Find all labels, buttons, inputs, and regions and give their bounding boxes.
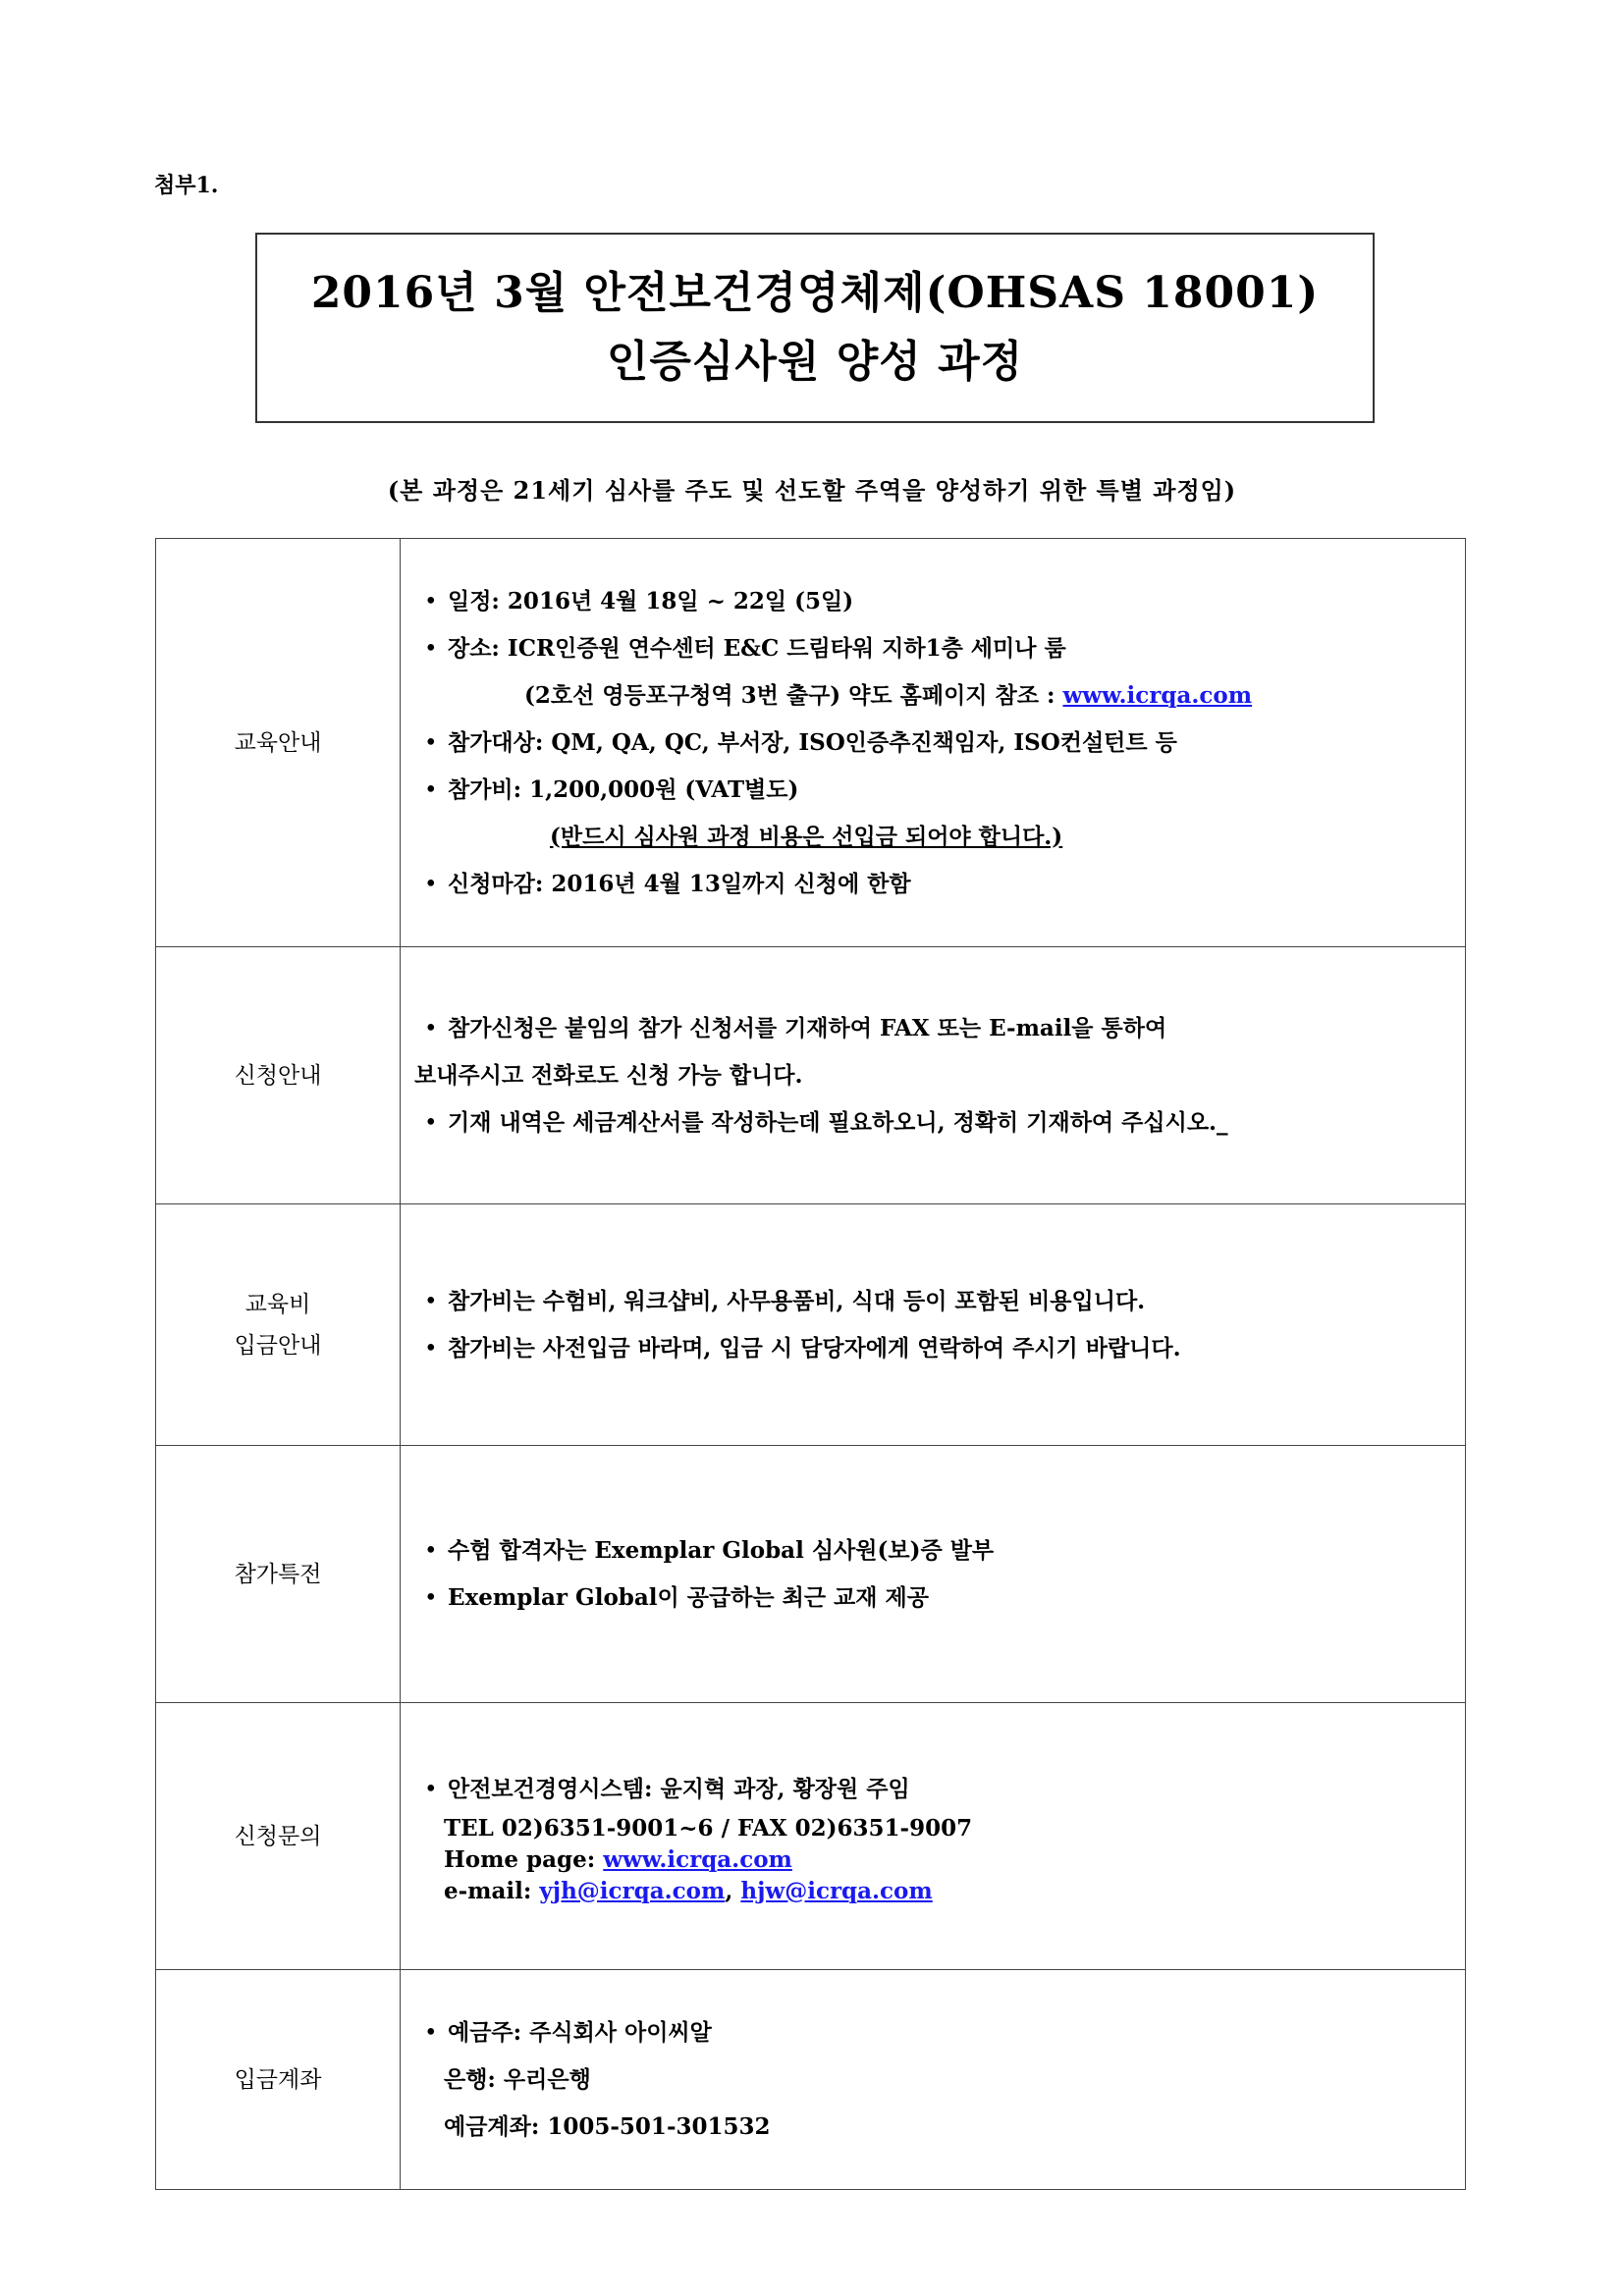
application-line-1 — [414, 1005, 1451, 1052]
attachment-label: 첨부1. — [154, 173, 219, 198]
benefits-label: 참가특전 — [156, 1446, 401, 1703]
bullet: • — [424, 2019, 438, 2046]
bullet: • — [424, 1537, 438, 1564]
bullet: • — [424, 729, 438, 756]
payment-info-line-2 — [414, 1325, 1451, 1372]
directions-text: (2호선 영등포구청역 3번 출구) 약도 홈페이지 참조 : — [524, 681, 1063, 709]
bullet: • — [424, 871, 438, 897]
benefits-row — [156, 1446, 1466, 1703]
payment-info-text-1: 참가비는 수험비, 워크샵비, 사무용품비, 식대 등이 포함된 비용입니다. — [448, 1287, 1146, 1314]
email-separator: , — [725, 1877, 741, 1904]
tel-fax-line — [414, 1813, 1451, 1844]
bullet: • — [424, 1015, 438, 1041]
payment-info-text-2: 참가비는 사전입금 바라며, 입금 시 담당자에게 연락하여 주시기 바랍니다. — [448, 1334, 1181, 1362]
benefits-line-1 — [414, 1527, 1451, 1575]
fee-line — [414, 767, 1451, 814]
payment-info-content — [401, 1204, 1466, 1446]
directions-line — [414, 672, 1451, 720]
homepage-link[interactable]: www.icrqa.com — [1062, 681, 1253, 709]
schedule-line — [414, 578, 1451, 625]
email-link-yjh[interactable]: yjh@icrqa.com — [539, 1877, 726, 1904]
subtitle: (본 과정은 21세기 심사를 주도 및 선도할 주역을 양성하기 위한 특별 과정임) — [387, 476, 1237, 505]
deadline-line — [414, 861, 1451, 908]
inquiry-homepage-link[interactable]: www.icrqa.com — [603, 1845, 792, 1873]
bullet: • — [424, 776, 438, 803]
title-box — [255, 233, 1375, 423]
application-text-3: 기재 내역은 세금계산서를 작성하는데 필요하오니, 정확히 기재하여 주십시오._ — [448, 1108, 1228, 1136]
place-line — [414, 625, 1451, 672]
bullet: • — [424, 588, 438, 614]
benefits-content — [401, 1446, 1466, 1703]
payment-info-label-line-2: 입금안내 — [234, 1332, 322, 1359]
payment-info-row — [156, 1204, 1466, 1446]
title-line-1: 2016년 3월 안전보건경영체제(OHSAS 18001) — [310, 268, 1320, 318]
fee-text: 참가비: 1,200,000원 (VAT별도) — [448, 775, 799, 803]
account-content — [401, 1970, 1466, 2190]
account-bank-text: 은행: 우리은행 — [444, 2065, 591, 2093]
account-holder-line — [414, 2009, 1451, 2056]
inquiry-label: 신청문의 — [156, 1703, 401, 1970]
application-content — [401, 947, 1466, 1204]
application-label: 신청안내 — [156, 947, 401, 1204]
tel-fax-text: TEL 02)6351-9001~6 / FAX 02)6351-9007 — [444, 1814, 973, 1842]
application-text-1: 참가신청은 붙임의 참가 신청서를 기재하여 FAX 또는 E-mail을 통하여 — [448, 1014, 1167, 1041]
homepage-line — [414, 1844, 1451, 1876]
payment-info-line-1 — [414, 1278, 1451, 1325]
email-label: e-mail: — [444, 1877, 540, 1904]
education-row — [156, 539, 1466, 947]
application-line-3 — [414, 1099, 1451, 1147]
benefits-text-1: 수험 합격자는 Exemplar Global 심사원(보)증 발부 — [448, 1536, 995, 1564]
place-text: 장소: ICR인증원 연수센터 E&C 드림타워 지하1층 세미나 룸 — [448, 634, 1066, 662]
email-link-hjw[interactable]: hjw@icrqa.com — [740, 1877, 933, 1904]
schedule-text: 일정: 2016년 4월 18일 ~ 22일 (5일) — [448, 587, 854, 614]
inquiry-contact-text: 안전보건경영시스템: 윤지혁 과장, 황장원 주임 — [448, 1775, 910, 1802]
bullet: • — [424, 1288, 438, 1314]
benefits-text-2: Exemplar Global이 공급하는 최근 교재 제공 — [448, 1583, 929, 1611]
homepage-label: Home page: — [444, 1845, 604, 1873]
benefits-line-2 — [414, 1575, 1451, 1622]
target-text: 참가대상: QM, QA, QC, 부서장, ISO인증추진책임자, ISO컨설턴트 등 — [448, 728, 1177, 756]
education-label: 교육안내 — [156, 539, 401, 947]
account-number-line — [414, 2104, 1451, 2151]
account-bank-line — [414, 2056, 1451, 2104]
bullet: • — [424, 1584, 438, 1611]
target-line — [414, 720, 1451, 767]
inquiry-content — [401, 1703, 1466, 1970]
title-line-2: 인증심사원 양성 과정 — [606, 337, 1024, 387]
fee-note-text: (반드시 심사원 과정 비용은 선입금 되어야 합니다.) — [550, 823, 1063, 850]
account-row — [156, 1970, 1466, 2190]
application-line-2 — [414, 1052, 1451, 1099]
bullet: • — [424, 1335, 438, 1362]
info-table — [155, 538, 1466, 2190]
application-text-2: 보내주시고 전화로도 신청 가능 합니다. — [414, 1061, 803, 1089]
bullet: • — [424, 1109, 438, 1136]
account-holder-text: 예금주: 주식회사 아이씨알 — [448, 2018, 712, 2046]
deadline-text: 신청마감: 2016년 4월 13일까지 신청에 한함 — [448, 870, 911, 897]
account-number-text: 예금계좌: 1005-501-301532 — [444, 2112, 771, 2140]
application-row — [156, 947, 1466, 1204]
fee-note-line — [414, 814, 1451, 861]
payment-info-label-line-1: 교육비 — [244, 1291, 311, 1317]
email-line — [414, 1876, 1451, 1907]
inquiry-contact-line — [414, 1766, 1451, 1813]
payment-info-label — [156, 1204, 401, 1446]
inquiry-row — [156, 1703, 1466, 1970]
education-content — [401, 539, 1466, 947]
bullet: • — [424, 635, 438, 662]
bullet: • — [424, 1776, 438, 1802]
account-label: 입금계좌 — [156, 1970, 401, 2190]
